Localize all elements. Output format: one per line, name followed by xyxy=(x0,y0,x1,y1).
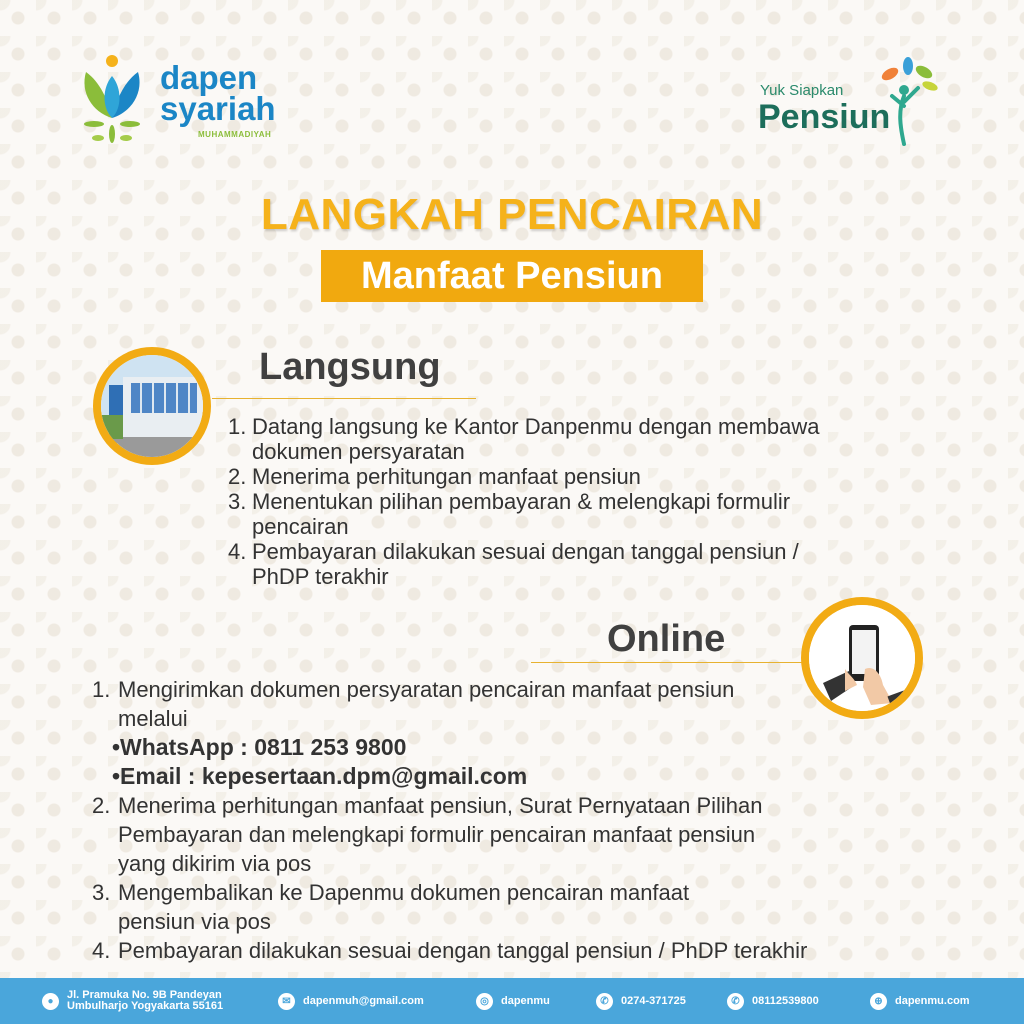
phone-icon: ✆ xyxy=(596,993,613,1010)
instagram-text: dapenmu xyxy=(501,995,550,1007)
brand-subtitle: MUHAMMADIYAH xyxy=(198,130,272,139)
footer-instagram[interactable] xyxy=(476,978,550,1024)
item-text: Datang langsung ke Kantor Danpenmu dengan membawa dokumen persyaratan xyxy=(252,414,820,464)
brand-line-1: dapen xyxy=(160,59,258,96)
mail-icon: ✉ xyxy=(278,993,295,1010)
office-building-photo xyxy=(93,347,211,465)
yuk-siapkan-pensiun-logo xyxy=(752,56,952,152)
online-steps-list xyxy=(92,675,822,965)
email-contact: •Email : kepesertaan.dpm@gmail.com xyxy=(112,763,528,789)
globe-icon: ⊕ xyxy=(870,993,887,1010)
instagram-icon: ◎ xyxy=(476,993,493,1010)
dapen-syariah-logo xyxy=(78,52,288,152)
person-leaves-icon xyxy=(878,56,948,150)
whatsapp-contact: •WhatsApp : 0811 253 9800 xyxy=(112,734,407,760)
footer-whatsapp[interactable] xyxy=(727,978,819,1024)
item-number: 3. xyxy=(92,880,111,905)
list-item xyxy=(228,464,908,489)
item-number: 4. xyxy=(228,539,247,564)
online-divider xyxy=(531,662,803,663)
phone-text: 0274-371725 xyxy=(621,995,686,1007)
list-item xyxy=(228,489,908,539)
logo-tagline: Yuk Siapkan xyxy=(760,82,844,99)
item-text: Mengirimkan dokumen persyaratan pencairan manfaat pensiun melalui xyxy=(118,677,735,731)
section-heading-online: Online xyxy=(607,618,726,660)
section-heading-langsung: Langsung xyxy=(259,346,441,388)
website-text: dapenmu.com xyxy=(895,995,970,1007)
item-text: Menentukan pilihan pembayaran & melengkapi formulir pencairan xyxy=(252,489,791,539)
page-subtitle: Manfaat Pensiun xyxy=(321,250,703,302)
list-item xyxy=(228,539,908,589)
address-line-2: Umbulharjo Yogyakarta 55161 xyxy=(67,1000,224,1012)
item-text: Menerima perhitungan manfaat pensiun, Surat Pernyataan Pilihan Pembayaran dan melengkapi formulir pencairan manfaat pensiun yang dikirim via pos xyxy=(118,793,763,876)
list-item xyxy=(92,791,822,878)
item-text: Menerima perhitungan manfaat pensiun xyxy=(252,464,641,489)
whatsapp-text: 08112539800 xyxy=(752,995,819,1007)
list-item xyxy=(228,414,908,464)
office-building-icon xyxy=(101,355,203,457)
flower-logo-icon xyxy=(78,52,148,152)
location-icon: ● xyxy=(42,993,59,1010)
footer-website[interactable] xyxy=(870,978,970,1024)
brand-name xyxy=(160,59,276,127)
smartphone-icon xyxy=(809,605,915,711)
brand-line-2: syariah xyxy=(160,90,276,127)
footer-email[interactable] xyxy=(278,978,424,1024)
item-text: Mengembalikan ke Dapenmu dokumen pencairan manfaat pensiun via pos xyxy=(118,880,690,934)
page-title: LANGKAH PENCAIRAN xyxy=(260,190,764,239)
item-number: 1. xyxy=(92,677,111,702)
langsung-divider xyxy=(212,398,476,399)
item-text: Pembayaran dilakukan sesuai dengan tanggal pensiun / PhDP terakhir xyxy=(252,539,799,589)
address-line-1: Jl. Pramuka No. 9B Pandeyan xyxy=(67,989,222,1001)
footer-address xyxy=(42,978,223,1024)
logo-word: Pensiun xyxy=(758,98,891,136)
list-item xyxy=(92,675,822,733)
langsung-steps-list xyxy=(228,414,908,589)
list-item xyxy=(92,878,822,936)
item-number: 4. xyxy=(92,938,111,963)
whatsapp-icon: ✆ xyxy=(727,993,744,1010)
item-number: 3. xyxy=(228,489,247,514)
item-number: 1. xyxy=(228,414,247,439)
email-text: dapenmuh@gmail.com xyxy=(303,995,424,1007)
footer-phone[interactable] xyxy=(596,978,686,1024)
item-number: 2. xyxy=(92,793,111,818)
item-number: 2. xyxy=(228,464,247,489)
contact-footer xyxy=(0,978,1024,1024)
list-item xyxy=(92,936,912,965)
item-text: Pembayaran dilakukan sesuai dengan tanggal pensiun / PhDP terakhir xyxy=(118,938,808,963)
